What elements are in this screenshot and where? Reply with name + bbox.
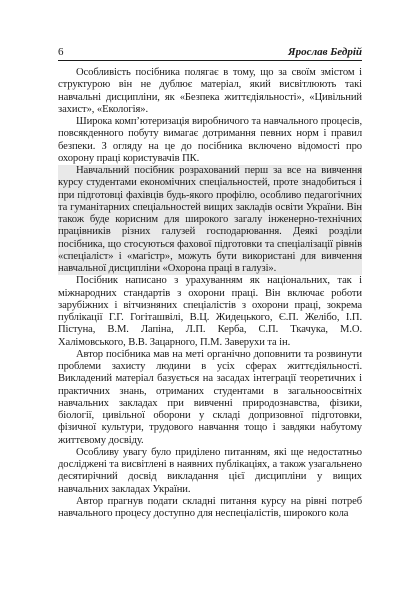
- running-header: [58, 44, 362, 61]
- page-number: 6: [58, 46, 64, 58]
- paragraph: Посібник написано з урахуванням як національних, так і міжнародних стандартів з охорони праці. Він включає роботи зарубіжних і вітчизняних спеціалістів з охорони праці, зокрема публікації Г.Г. Гогіташвілі, В.Ц. Жидецького, Є.П. Желібо, І.П. Пістуна, В.М. Лапіна, Л.П. Керба, С.П. Ткачука, М.О. Халімовського, В.В. Зацарного, П.М. Заверухи та ін.: [58, 275, 362, 348]
- running-header-author: Ярослав Бедрій: [288, 46, 362, 58]
- paragraph: Широка комп’ютеризація виробничого та навчального процесів, повсякденного побуту вимагає дотримання певних норм і правил безпеки. З огляду на це до посібника включено відомості про охорону праці користувачів ПК.: [58, 116, 362, 164]
- paragraph: Особливу увагу було приділено питанням, які ще недостатньо досліджені та висвітлені в наявних публікаціях, а також узагальнено десятирічний досвід викладання цієї дисципліни у вищих навчальних закладах України.: [58, 446, 362, 495]
- paragraph-highlighted: Навчальний посібник розрахований перш за все на вивчення курсу студентами економічних спеціальностей, проте знадобиться і при підготовці фахівців будь-якого профілю, особливо педагогічних та гуманітарних спеціальностей вищих закладів освіти України. Він також буде корисним для широкого загалу інженерно-технічних працівників різних галузей господарювання. Деякі розділи посібника, що стосуються фахової підготовки та спеціалізації рівнів «спеціаліст» і «магістр», можуть бути використані для вивчення навчальної дисципліни «Охорона праці в галузі».: [58, 165, 362, 274]
- paragraph: Автор прагнув подати складні питання курсу на рівні потреб навчального процесу доступно для неспеціалістів, широкого кола: [58, 495, 362, 519]
- paragraph: Автор посібника мав на меті органічно доповнити та розвинути проблеми захисту людини в усіх сферах життєдіяльності. Викладений матеріал базується на засадах інтеграції теоретичних і практичних знань, отриманих студентами в загальноосвітніх навчальних закладах при вивченні природознавства, фізики, біології, цивільної оборони у складі допризовної підготовки, фізичної культури, трудового навчання тощо і завдяки набутому життєвому досвіду.: [58, 348, 362, 446]
- paragraph: Особливість посібника полягає в тому, що за своїм змістом і структурою він не дублює матеріал, який висвітлюють такі навчальні дисципліни, як «Безпека життєдіяльності», «Цивільний захист», «Екологія».: [58, 67, 362, 115]
- page-body: [58, 67, 362, 520]
